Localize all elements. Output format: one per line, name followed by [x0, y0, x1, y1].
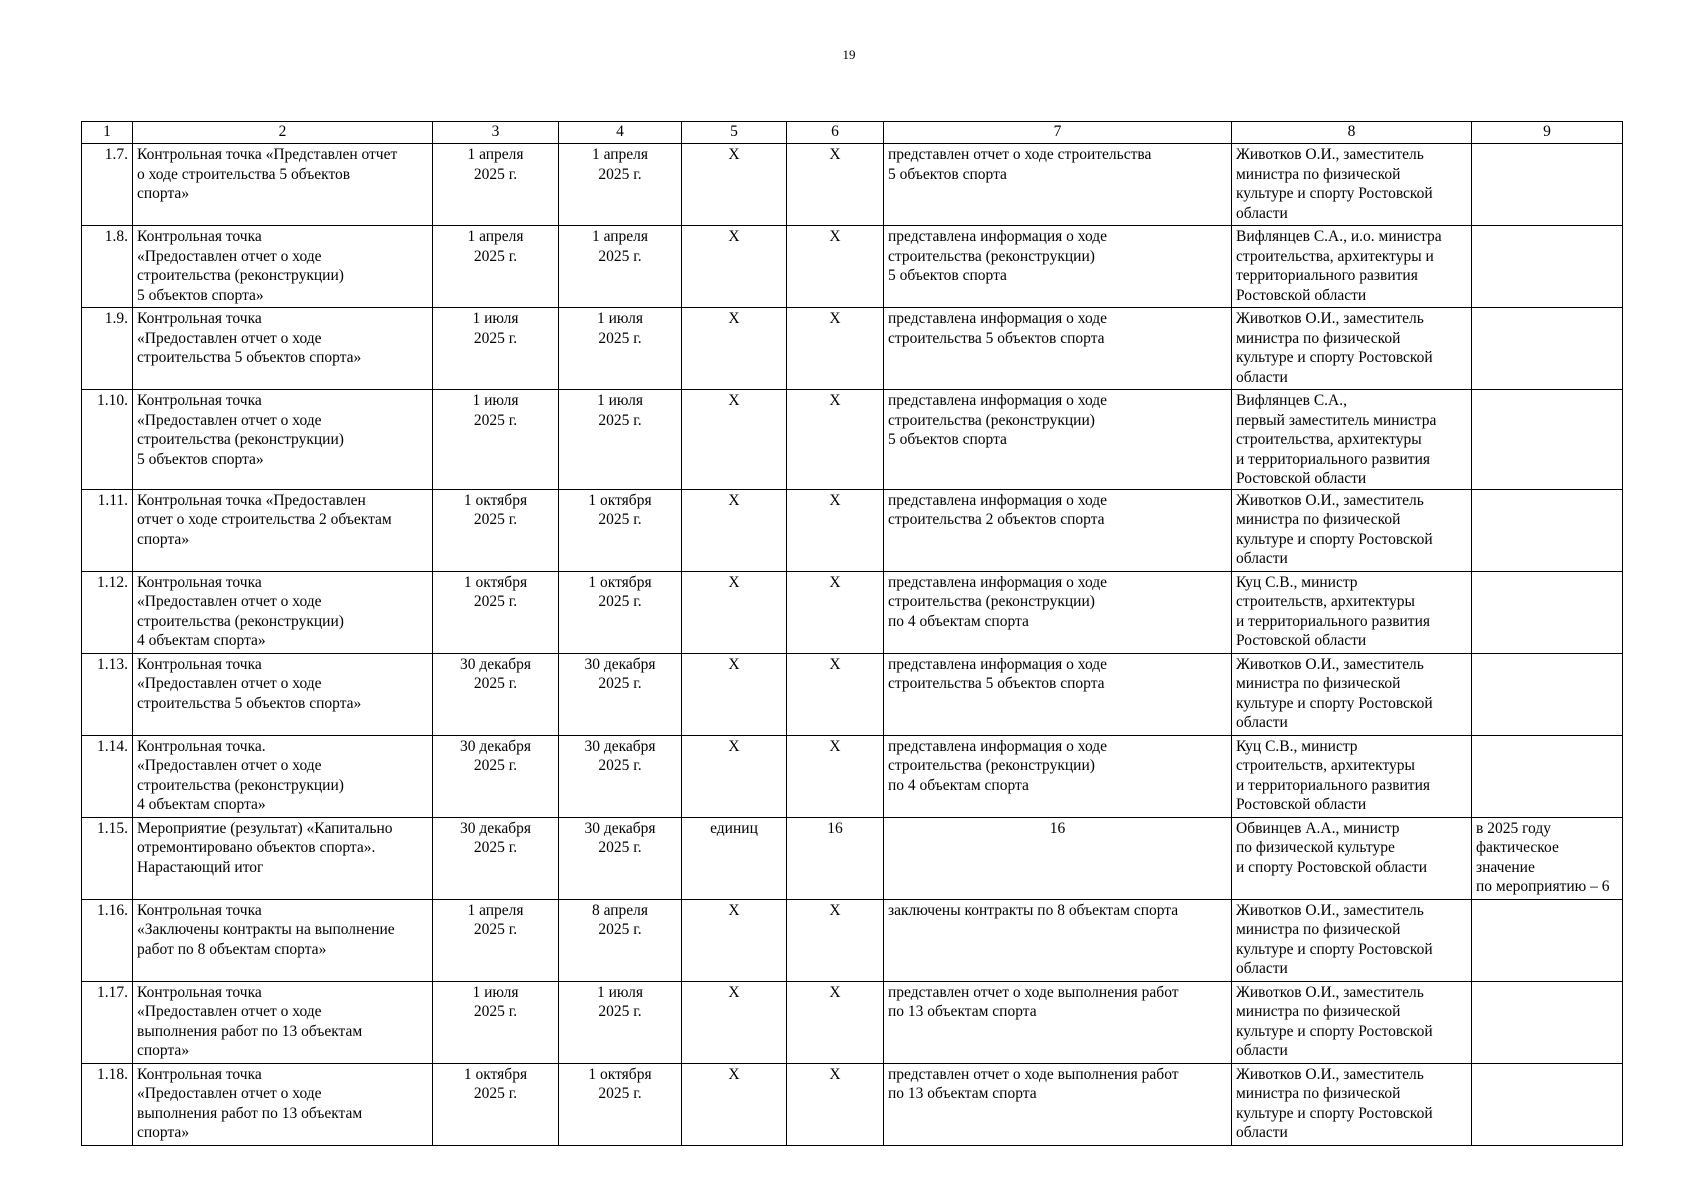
responsible-person-cell: Животков О.И., заместитель министра по физической культуре и спорту Ростовской области	[1232, 899, 1472, 981]
result-description-cell: представлена информация о ходе строительства 2 объектов спорта	[884, 489, 1232, 571]
forecast-date-cell: 8 апреля 2025 г.	[559, 899, 682, 981]
event-name-cell: Контрольная точка «Предоставлен отчет о ходе строительства 2 объектам спорта»	[133, 489, 433, 571]
responsible-person-cell: Животков О.И., заместитель министра по физической культуре и спорту Ростовской области	[1232, 981, 1472, 1063]
unit-cell: Х	[682, 981, 787, 1063]
plan-date-cell: 1 апреля 2025 г.	[433, 144, 559, 226]
row-number-cell: 1.14.	[82, 735, 133, 817]
forecast-date-cell: 1 июля 2025 г.	[559, 308, 682, 390]
result-description-cell: представлен отчет о ходе строительства 5 объектов спорта	[884, 144, 1232, 226]
plan-value-cell: 16	[787, 817, 884, 899]
unit-cell: Х	[682, 735, 787, 817]
result-description-cell: представлена информация о ходе строительства (реконструкции) по 4 объектам спорта	[884, 735, 1232, 817]
note-cell	[1472, 144, 1623, 226]
plan-value-cell: Х	[787, 390, 884, 490]
plan-value-cell: Х	[787, 489, 884, 571]
unit-cell: Х	[682, 653, 787, 735]
header-cell: 7	[884, 122, 1232, 144]
result-description-cell: представлен отчет о ходе выполнения работ по 13 объектам спорта	[884, 1063, 1232, 1145]
result-description-cell: 16	[884, 817, 1232, 899]
result-description-cell: представлена информация о ходе строительства (реконструкции) 5 объектов спорта	[884, 226, 1232, 308]
table-row	[82, 308, 1623, 390]
plan-date-cell: 1 июля 2025 г.	[433, 981, 559, 1063]
note-cell	[1472, 1063, 1623, 1145]
forecast-date-cell: 1 октября 2025 г.	[559, 489, 682, 571]
result-description-cell: представлена информация о ходе строительства 5 объектов спорта	[884, 653, 1232, 735]
forecast-date-cell: 1 апреля 2025 г.	[559, 144, 682, 226]
header-cell: 6	[787, 122, 884, 144]
plan-value-cell: Х	[787, 653, 884, 735]
event-name-cell: Контрольная точка «Предоставлен отчет о ходе выполнения работ по 13 объектам спорта»	[133, 981, 433, 1063]
plan-date-cell: 30 декабря 2025 г.	[433, 653, 559, 735]
note-cell	[1472, 390, 1623, 490]
result-description-cell: заключены контракты по 8 объектам спорта	[884, 899, 1232, 981]
forecast-date-cell: 1 июля 2025 г.	[559, 981, 682, 1063]
row-number-cell: 1.10.	[82, 390, 133, 490]
responsible-person-cell: Вифлянцев С.А., и.о. министра строительства, архитектуры и территориального развития Ростовской области	[1232, 226, 1472, 308]
event-name-cell: Контрольная точка «Представлен отчет о ходе строительства 5 объектов спорта»	[133, 144, 433, 226]
plan-date-cell: 1 апреля 2025 г.	[433, 226, 559, 308]
table-row	[82, 390, 1623, 490]
plan-value-cell: Х	[787, 144, 884, 226]
forecast-date-cell: 30 декабря 2025 г.	[559, 735, 682, 817]
responsible-person-cell: Животков О.И., заместитель министра по физической культуре и спорту Ростовской области	[1232, 308, 1472, 390]
row-number-cell: 1.9.	[82, 308, 133, 390]
plan-value-cell: Х	[787, 308, 884, 390]
responsible-person-cell: Животков О.И., заместитель министра по физической культуре и спорту Ростовской области	[1232, 489, 1472, 571]
note-cell	[1472, 981, 1623, 1063]
note-cell	[1472, 226, 1623, 308]
row-number-cell: 1.8.	[82, 226, 133, 308]
unit-cell: Х	[682, 571, 787, 653]
plan-value-cell: Х	[787, 226, 884, 308]
unit-cell: Х	[682, 390, 787, 490]
table-row	[82, 489, 1623, 571]
header-cell: 8	[1232, 122, 1472, 144]
row-number-cell: 1.11.	[82, 489, 133, 571]
plan-date-cell: 1 апреля 2025 г.	[433, 899, 559, 981]
row-number-cell: 1.16.	[82, 899, 133, 981]
page-number: 19	[842, 47, 856, 62]
responsible-person-cell: Животков О.И., заместитель министра по физической культуре и спорту Ростовской области	[1232, 653, 1472, 735]
event-name-cell: Мероприятие (результат) «Капитально отремонтировано объектов спорта». Нарастающий итог	[133, 817, 433, 899]
table-row	[82, 144, 1623, 226]
plan-date-cell: 1 октября 2025 г.	[433, 489, 559, 571]
header-cell: 3	[433, 122, 559, 144]
table-header-row	[82, 122, 1623, 144]
result-description-cell: представлена информация о ходе строительства (реконструкции) 5 объектов спорта	[884, 390, 1232, 490]
row-number-cell: 1.17.	[82, 981, 133, 1063]
plan-date-cell: 1 октября 2025 г.	[433, 571, 559, 653]
event-name-cell: Контрольная точка «Предоставлен отчет о ходе строительства 5 объектов спорта»	[133, 653, 433, 735]
responsible-person-cell: Обвинцев А.А., министр по физической культуре и спорту Ростовской области	[1232, 817, 1472, 899]
responsible-person-cell: Куц С.В., министр строительств, архитектуры и территориального развития Ростовской области	[1232, 735, 1472, 817]
note-cell	[1472, 899, 1623, 981]
plan-value-cell: Х	[787, 981, 884, 1063]
control-points-table	[81, 121, 1623, 1146]
unit-cell: Х	[682, 899, 787, 981]
unit-cell: Х	[682, 1063, 787, 1145]
plan-date-cell: 30 декабря 2025 г.	[433, 735, 559, 817]
note-cell	[1472, 571, 1623, 653]
row-number-cell: 1.15.	[82, 817, 133, 899]
plan-value-cell: Х	[787, 571, 884, 653]
responsible-person-cell: Вифлянцев С.А., первый заместитель министра строительства, архитектуры и территориального развития Ростовской области	[1232, 390, 1472, 490]
plan-date-cell: 1 июля 2025 г.	[433, 390, 559, 490]
row-number-cell: 1.12.	[82, 571, 133, 653]
unit-cell: Х	[682, 144, 787, 226]
note-cell	[1472, 308, 1623, 390]
note-cell	[1472, 489, 1623, 571]
event-name-cell: Контрольная точка «Предоставлен отчет о ходе строительства 5 объектов спорта»	[133, 308, 433, 390]
responsible-person-cell: Животков О.И., заместитель министра по физической культуре и спорту Ростовской области	[1232, 144, 1472, 226]
responsible-person-cell: Животков О.И., заместитель министра по физической культуре и спорту Ростовской области	[1232, 1063, 1472, 1145]
note-cell: в 2025 году фактическое значение по мероприятию – 6	[1472, 817, 1623, 899]
plan-date-cell: 1 июля 2025 г.	[433, 308, 559, 390]
table-row	[82, 571, 1623, 653]
result-description-cell: представлена информация о ходе строительства (реконструкции) по 4 объектам спорта	[884, 571, 1232, 653]
forecast-date-cell: 30 декабря 2025 г.	[559, 653, 682, 735]
event-name-cell: Контрольная точка «Заключены контракты на выполнение работ по 8 объектам спорта»	[133, 899, 433, 981]
header-cell: 1	[82, 122, 133, 144]
plan-date-cell: 1 октября 2025 г.	[433, 1063, 559, 1145]
plan-value-cell: Х	[787, 899, 884, 981]
event-name-cell: Контрольная точка «Предоставлен отчет о ходе строительства (реконструкции) 4 объектам спорта»	[133, 571, 433, 653]
forecast-date-cell: 1 апреля 2025 г.	[559, 226, 682, 308]
row-number-cell: 1.7.	[82, 144, 133, 226]
note-cell	[1472, 653, 1623, 735]
table-row	[82, 981, 1623, 1063]
table-row	[82, 817, 1623, 899]
event-name-cell: Контрольная точка «Предоставлен отчет о ходе строительства (реконструкции) 5 объектов спорта»	[133, 226, 433, 308]
header-cell: 2	[133, 122, 433, 144]
unit-cell: Х	[682, 308, 787, 390]
header-cell: 5	[682, 122, 787, 144]
forecast-date-cell: 1 июля 2025 г.	[559, 390, 682, 490]
forecast-date-cell: 30 декабря 2025 г.	[559, 817, 682, 899]
row-number-cell: 1.18.	[82, 1063, 133, 1145]
forecast-date-cell: 1 октября 2025 г.	[559, 1063, 682, 1145]
forecast-date-cell: 1 октября 2025 г.	[559, 571, 682, 653]
plan-value-cell: Х	[787, 735, 884, 817]
unit-cell: единиц	[682, 817, 787, 899]
responsible-person-cell: Куц С.В., министр строительств, архитектуры и территориального развития Ростовской области	[1232, 571, 1472, 653]
table-row	[82, 1063, 1623, 1145]
header-cell: 4	[559, 122, 682, 144]
event-name-cell: Контрольная точка. «Предоставлен отчет о ходе строительства (реконструкции) 4 объектам спорта»	[133, 735, 433, 817]
result-description-cell: представлена информация о ходе строительства 5 объектов спорта	[884, 308, 1232, 390]
table-row	[82, 226, 1623, 308]
note-cell	[1472, 735, 1623, 817]
result-description-cell: представлен отчет о ходе выполнения работ по 13 объектам спорта	[884, 981, 1232, 1063]
table-row	[82, 899, 1623, 981]
plan-date-cell: 30 декабря 2025 г.	[433, 817, 559, 899]
event-name-cell: Контрольная точка «Предоставлен отчет о ходе строительства (реконструкции) 5 объектов спорта»	[133, 390, 433, 490]
unit-cell: Х	[682, 226, 787, 308]
row-number-cell: 1.13.	[82, 653, 133, 735]
unit-cell: Х	[682, 489, 787, 571]
event-name-cell: Контрольная точка «Предоставлен отчет о ходе выполнения работ по 13 объектам спорта»	[133, 1063, 433, 1145]
table-row	[82, 735, 1623, 817]
header-cell: 9	[1472, 122, 1623, 144]
plan-value-cell: Х	[787, 1063, 884, 1145]
table-row	[82, 653, 1623, 735]
